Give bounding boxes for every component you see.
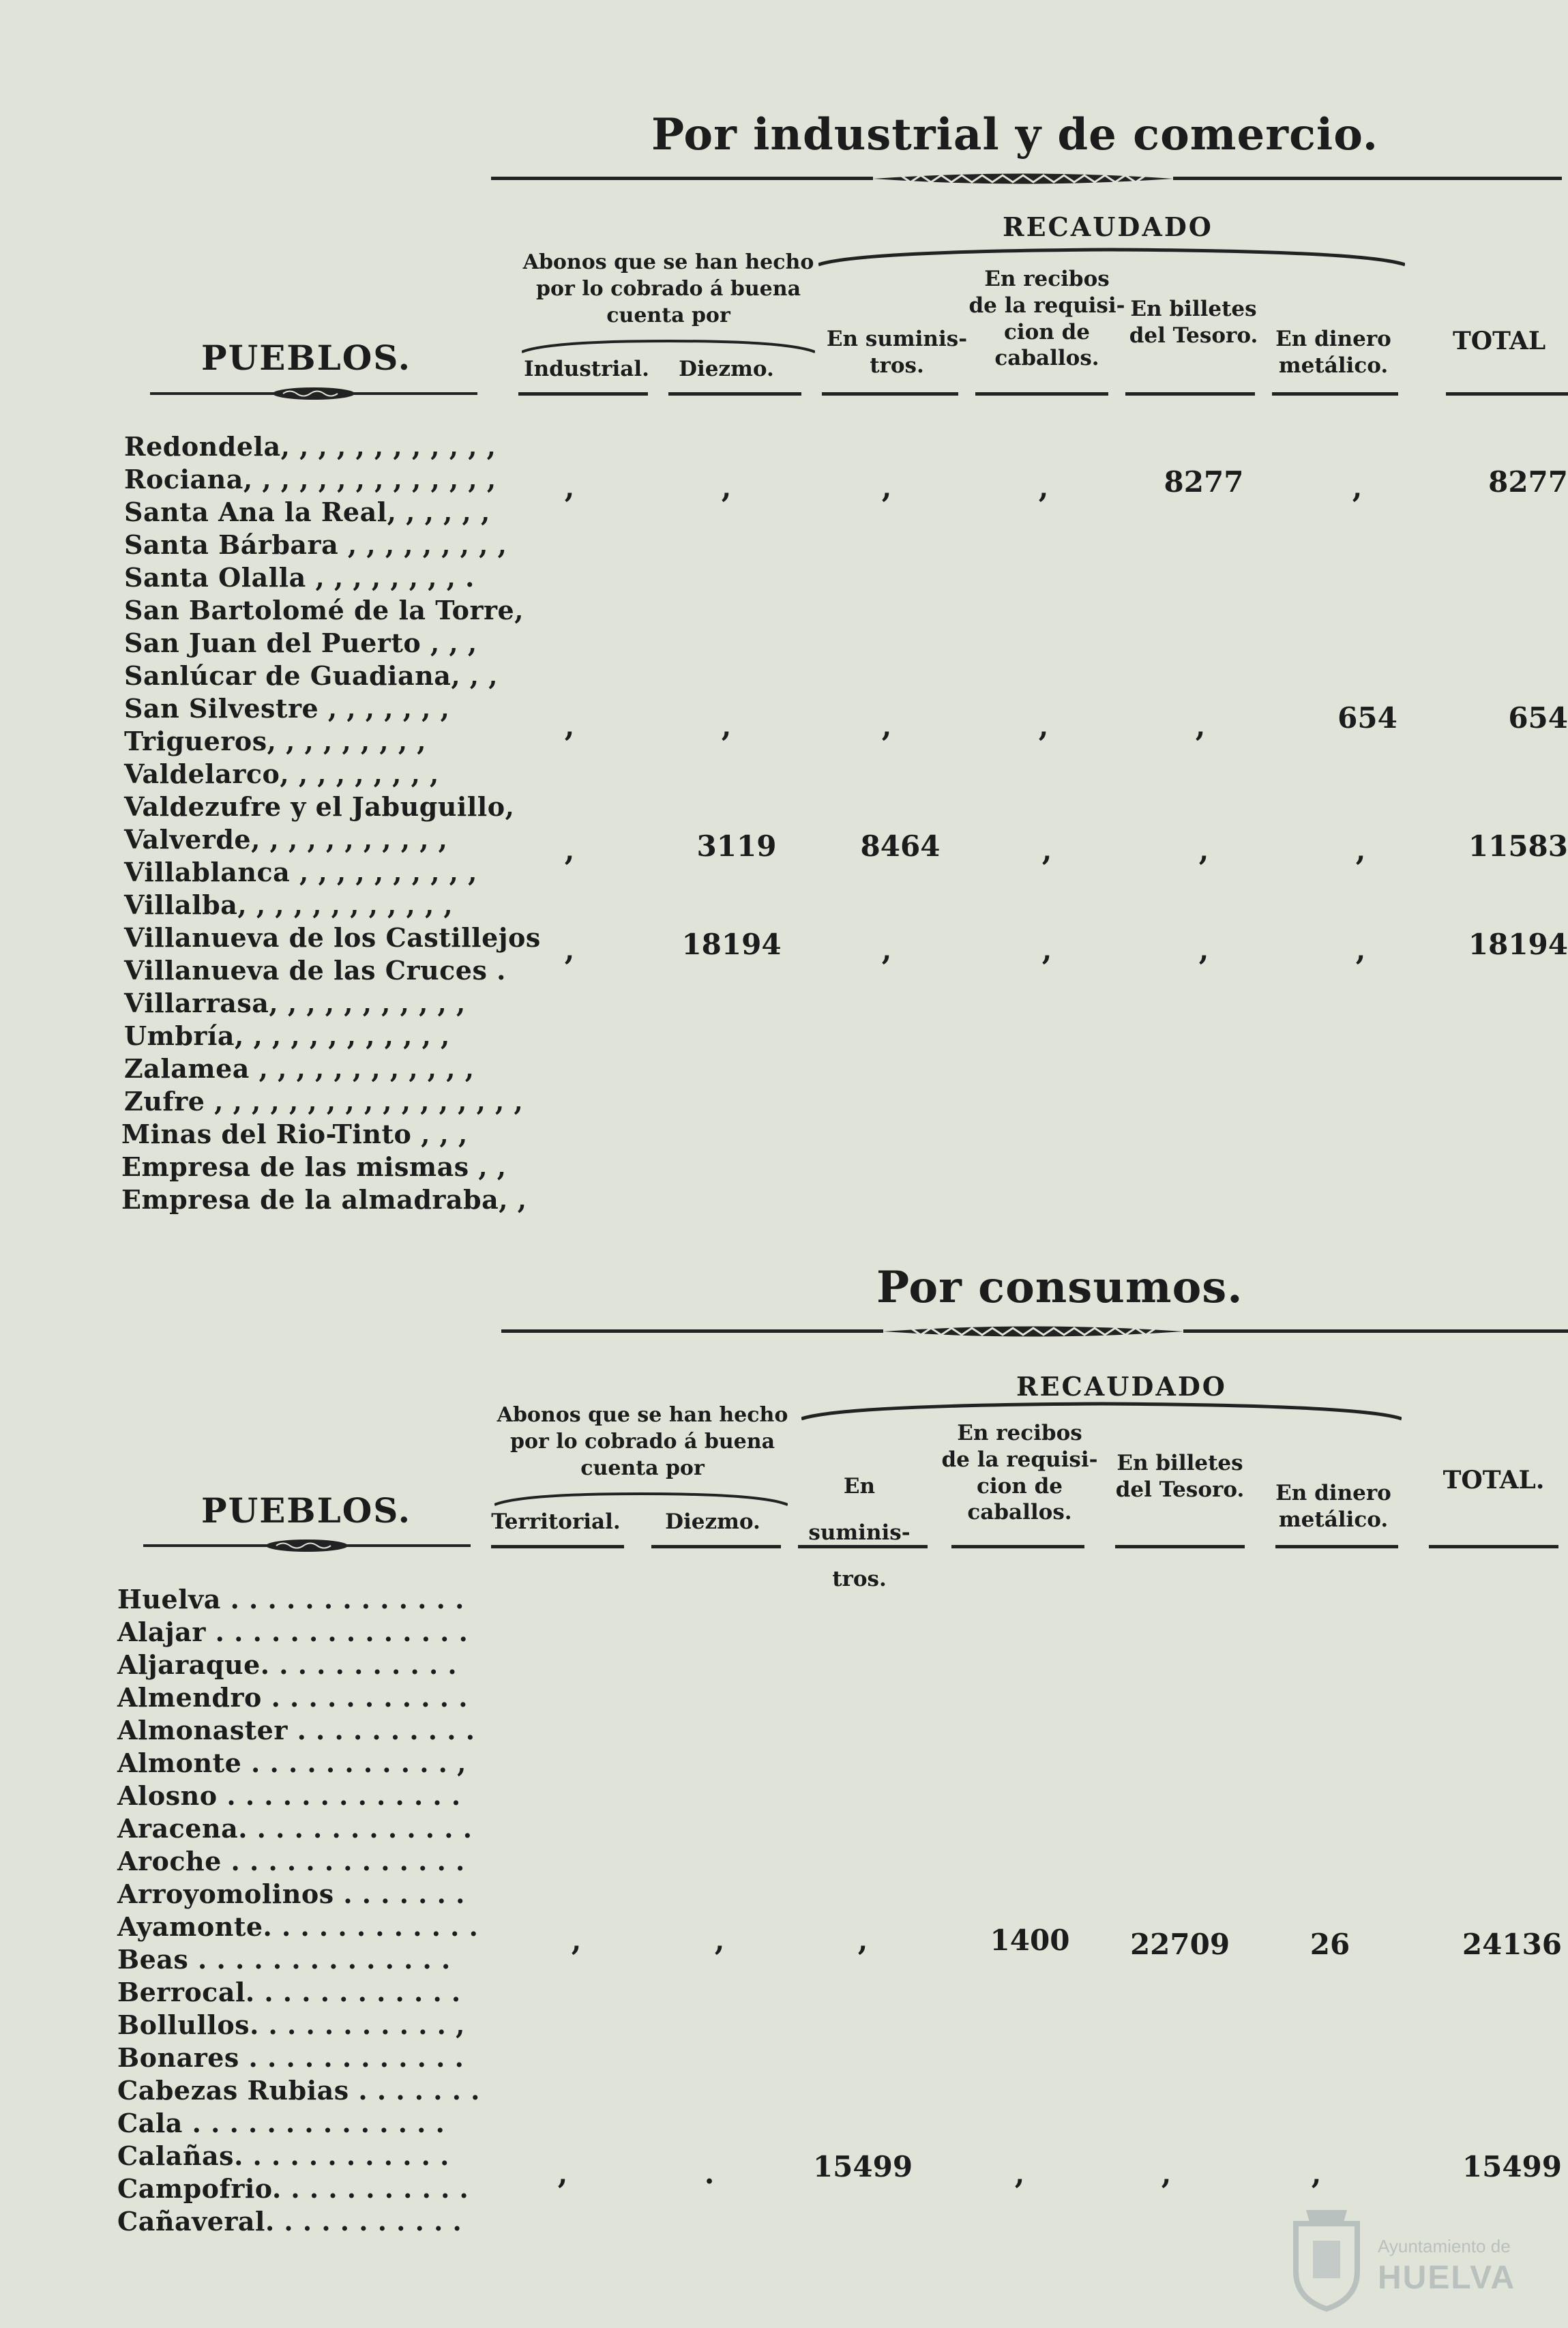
- s1-cell: ,: [1198, 933, 1209, 967]
- s2-cell: ,: [857, 1924, 868, 1957]
- s2-row-name: Arroyomolinos . . . . . . .: [117, 1878, 465, 1909]
- s1-col-rule-1: [668, 392, 801, 396]
- s1-cell: ,: [721, 471, 732, 504]
- s1-cell: 654: [1508, 701, 1568, 735]
- section1-abonos-header: Abonos que se han hecho por lo cobrado á buena cuenta por: [522, 250, 814, 327]
- s2-row-name: Almonaster . . . . . . . . . .: [117, 1715, 475, 1745]
- s2-col-rule-4: [1115, 1545, 1245, 1548]
- s1-cell: ,: [564, 471, 575, 504]
- s1-row-name: Umbría, , , , , , , , , , , ,: [124, 1020, 450, 1051]
- s1-cell: ,: [721, 709, 732, 743]
- s1-row-name: Zalamea , , , , , , , , , , , ,: [124, 1053, 475, 1084]
- s2-row-name: Campofrio. . . . . . . . . . .: [117, 2173, 469, 2204]
- section2-pueblos-header: PUEBLOS.: [201, 1490, 412, 1531]
- s2-row-name: Alosno . . . . . . . . . . . . .: [117, 1780, 461, 1811]
- s2-row-name: Bollullos. . . . . . . . . . . ,: [117, 2009, 465, 2040]
- section1-col-3: En recibos de la requisi-cion de caballos.: [968, 267, 1125, 371]
- s1-row-name: Santa Ana la Real, , , , , ,: [124, 497, 490, 527]
- section1-col-6: TOTAL: [1453, 327, 1546, 355]
- section1-col-2: En suminis-tros.: [826, 327, 968, 378]
- abonos1-brace: [522, 338, 815, 355]
- title1-ornament: [491, 167, 1562, 190]
- recaudado1-brace: [818, 247, 1405, 267]
- section2-abonos-header: Abonos que se han hecho por lo cobrado á buena cuenta por: [497, 1403, 788, 1480]
- s2-col-rule-2: [798, 1545, 928, 1548]
- stamp-line2: HUELVA: [1378, 2260, 1516, 2296]
- s1-row-name: Trigueros, , , , , , , , ,: [124, 726, 427, 756]
- section2-col-4: En billetes del Tesoro.: [1115, 1451, 1245, 1502]
- s1-cell: ,: [881, 933, 892, 967]
- s1-row-name: Valdelarco, , , , , , , , ,: [124, 758, 439, 789]
- s1-cell: ,: [881, 709, 892, 743]
- s2-col-rule-6: [1429, 1545, 1558, 1548]
- pueblos1-ornament: [150, 386, 477, 404]
- s1-row-name: Redondela, , , , , , , , , , , ,: [124, 431, 497, 462]
- ayuntamiento-stamp: [1282, 2203, 1562, 2319]
- s2-row-name: Beas . . . . . . . . . . . . . .: [117, 1944, 451, 1975]
- s2-col-rule-5: [1275, 1545, 1398, 1548]
- section1-col-1: Diezmo.: [679, 357, 774, 381]
- s2-cell: ,: [1311, 2157, 1322, 2190]
- s1-cell: 3119: [696, 829, 777, 863]
- s2-col-rule-0: [491, 1545, 624, 1548]
- s1-row-name: Empresa de la almadraba, ,: [121, 1184, 527, 1215]
- s2-cell: 15499: [1462, 2150, 1562, 2183]
- s1-cell: 18194: [681, 928, 782, 961]
- s2-row-name: Alajar . . . . . . . . . . . . . .: [117, 1617, 469, 1647]
- s2-row-name: Berrocal. . . . . . . . . . . .: [117, 1977, 461, 2007]
- s1-cell: ,: [1355, 933, 1366, 967]
- s2-row-name: Aljaraque. . . . . . . . . . .: [117, 1649, 458, 1680]
- s1-row-name: Sanlúcar de Guadiana, , ,: [124, 660, 498, 691]
- section1-recaudado-header: RECAUDADO: [1003, 211, 1213, 242]
- s1-row-name: Villalba, , , , , , , , , , , ,: [124, 889, 454, 920]
- section2-col-6: TOTAL.: [1443, 1466, 1545, 1494]
- s1-row-name: Empresa de las mismas , ,: [121, 1151, 507, 1182]
- s2-row-name: Almendro . . . . . . . . . . .: [117, 1682, 468, 1713]
- s1-cell: ,: [1195, 709, 1206, 743]
- s1-col-rule-6: [1446, 392, 1568, 396]
- s1-col-rule-5: [1272, 392, 1398, 396]
- s1-row-name: Santa Olalla , , , , , , , , .: [124, 562, 475, 593]
- s2-cell: ,: [714, 1924, 725, 1957]
- s1-cell: ,: [564, 709, 575, 743]
- s1-col-rule-0: [518, 392, 648, 396]
- s1-row-name: Villanueva de los Castillejos: [124, 922, 541, 953]
- s1-cell: ,: [1038, 709, 1049, 743]
- s2-cell: ,: [1014, 2157, 1025, 2190]
- s1-row-name: San Silvestre , , , , , , ,: [124, 693, 450, 724]
- section2-title: Por consumos.: [876, 1262, 1243, 1313]
- s2-row-name: Calañas. . . . . . . . . . . .: [117, 2140, 449, 2171]
- s2-cell: ,: [571, 1924, 582, 1957]
- s1-cell: 8464: [860, 829, 941, 863]
- section1-col-5: En dinero metálico.: [1275, 327, 1391, 378]
- stamp-line1: Ayuntamiento de: [1378, 2236, 1511, 2256]
- s1-row-name: Valverde, , , , , , , , , , ,: [124, 824, 448, 855]
- s1-row-name: Rociana, , , , , , , , , , , , , ,: [124, 464, 497, 495]
- s1-row-name: Villarrasa, , , , , , , , , , ,: [124, 988, 466, 1018]
- s2-row-name: Cabezas Rubias . . . . . . .: [117, 2075, 480, 2106]
- s1-col-rule-3: [975, 392, 1108, 396]
- s1-col-rule-4: [1125, 392, 1255, 396]
- s1-row-name: Valdezufre y el Jabuguillo,: [124, 791, 515, 822]
- s1-cell: ,: [1198, 834, 1209, 867]
- section2-col-1: Diezmo.: [665, 1509, 760, 1534]
- s1-cell: 18194: [1468, 928, 1568, 961]
- s1-row-name: Villablanca , , , , , , , , , ,: [124, 857, 477, 887]
- s2-col-rule-3: [951, 1545, 1084, 1548]
- pueblos2-ornament: [143, 1538, 471, 1556]
- s1-cell: ,: [1355, 834, 1366, 867]
- shield-icon: [1282, 2203, 1371, 2312]
- s2-row-name: Aracena. . . . . . . . . . . . .: [117, 1813, 473, 1844]
- s1-row-name: San Juan del Puerto , , ,: [124, 628, 477, 658]
- section1-col-0: Industrial.: [524, 357, 649, 381]
- s2-cell: .: [704, 2157, 715, 2190]
- s1-col-rule-2: [822, 392, 958, 396]
- s2-row-name: Huelva . . . . . . . . . . . . .: [117, 1584, 464, 1615]
- recaudado2-brace: [801, 1401, 1402, 1421]
- s1-cell: 8277: [1164, 465, 1244, 499]
- section2-col-2: En suminis-tros.: [808, 1474, 911, 1592]
- section1-col-4: En billetes del Tesoro.: [1129, 297, 1258, 348]
- s1-cell: ,: [1041, 834, 1052, 867]
- s2-cell: ,: [557, 2157, 568, 2190]
- section2-col-5: En dinero metálico.: [1275, 1481, 1391, 1532]
- s1-row-name: Villanueva de las Cruces .: [124, 955, 506, 986]
- s2-cell: 15499: [812, 2150, 913, 2183]
- s1-cell: 8277: [1488, 465, 1568, 499]
- s1-cell: 654: [1337, 701, 1397, 735]
- s1-row-name: San Bartolomé de la Torre,: [124, 595, 524, 625]
- section1-pueblos-header: PUEBLOS.: [201, 338, 412, 378]
- section2-recaudado-header: RECAUDADO: [1016, 1371, 1227, 1402]
- s2-cell: 22709: [1129, 1928, 1230, 1961]
- s1-cell: ,: [564, 834, 575, 867]
- s2-row-name: Aroche . . . . . . . . . . . . .: [117, 1846, 465, 1876]
- s1-cell: ,: [564, 933, 575, 967]
- s1-cell: 11583: [1468, 829, 1568, 863]
- section2-col-0: Territorial.: [491, 1509, 621, 1534]
- s1-row-name: Minas del Rio-Tinto , , ,: [121, 1119, 468, 1149]
- s1-cell: ,: [881, 471, 892, 504]
- s2-row-name: Bonares . . . . . . . . . . . .: [117, 2042, 464, 2073]
- s1-row-name: Zufre , , , , , , , , , , , , , , , , ,: [124, 1086, 524, 1117]
- s2-cell: 24136: [1462, 1928, 1562, 1961]
- s2-row-name: Cala . . . . . . . . . . . . . .: [117, 2108, 445, 2138]
- s2-col-rule-1: [651, 1545, 781, 1548]
- section2-col-3: En recibos de la requisi-cion de caballos.: [941, 1421, 1098, 1525]
- s1-cell: ,: [1038, 471, 1049, 504]
- abonos2-brace: [494, 1491, 788, 1507]
- s1-cell: ,: [1352, 471, 1363, 504]
- s2-cell: 26: [1310, 1928, 1350, 1961]
- s2-cell: ,: [1161, 2157, 1172, 2190]
- s2-cell: 1400: [990, 1924, 1070, 1957]
- s1-cell: ,: [1041, 933, 1052, 967]
- s1-row-name: Santa Bárbara , , , , , , , , ,: [124, 529, 507, 560]
- section1-title: Por industrial y de comercio.: [651, 109, 1379, 160]
- title2-ornament: [501, 1320, 1568, 1343]
- s2-row-name: Cañaveral. . . . . . . . . . .: [117, 2206, 462, 2237]
- s2-row-name: Ayamonte. . . . . . . . . . . .: [117, 1911, 479, 1942]
- s2-row-name: Almonte . . . . . . . . . . . ,: [117, 1748, 467, 1778]
